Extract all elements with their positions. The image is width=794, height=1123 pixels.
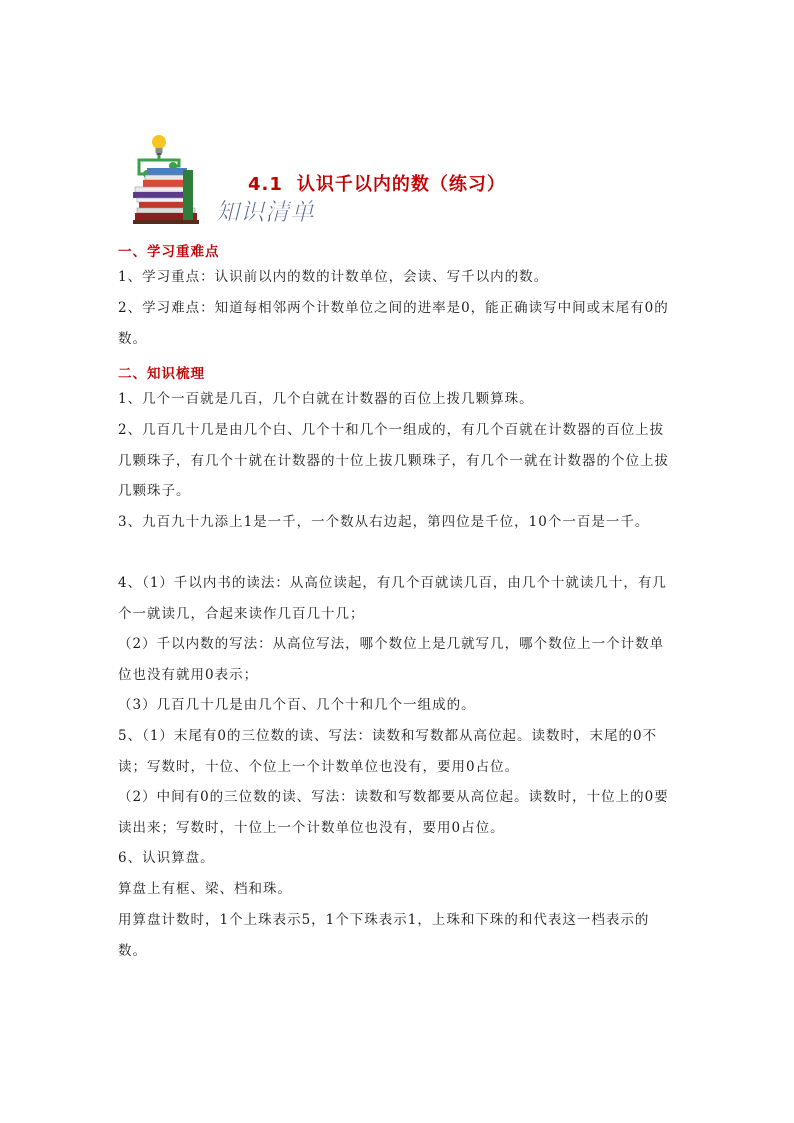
paragraph: 6、认识算盘。 [118, 850, 215, 866]
paragraph: （2）千以内数的写法：从高位写法，哪个数位上是几就写几，哪个数位上一个计数单位也没有就用0表示； [118, 636, 665, 683]
section-heading-key-points: 一、学习重难点 [118, 244, 220, 260]
paragraph: 1、几个一百就是几百，几个白就在计数器的百位上拨几颗算珠。 [118, 391, 534, 407]
paragraph: （3）几百几十几是由几个百、几个十和几个一组成的。 [118, 697, 476, 713]
paragraph: 4、（1）千以内书的读法：从高位读起，有几个百就读几百，由几个十就读几十，有几个一就读几，合起来读作几百几十几； [118, 575, 667, 622]
paragraph: （2）中间有0的三位数的读、写法：读数和写数都要从高位起。读数时，十位上的0要读出来；写数时，十位上一个计数单位也没有，要用0占位。 [118, 789, 669, 836]
paragraph: 2、学习难点：知道每相邻两个计数单位之间的进率是0，能正确读写中间或末尾有0的数。 [118, 300, 669, 347]
paragraph: 5、（1）末尾有0的三位数的读、写法：读数和写数都从高位起。读数时，末尾的0不读；写数时，十位、个位上一个计数单位也没有，要用0占位。 [118, 728, 658, 775]
book-stack-icon [133, 168, 199, 224]
title-text: 认识千以内的数（练习） [296, 174, 506, 195]
paragraph: 1、学习重点：认识前以内的数的计数单位，会读、写千以内的数。 [118, 269, 549, 285]
lightbulb-icon [152, 135, 166, 155]
title-number: 4.1 [248, 174, 283, 195]
page-title [248, 170, 506, 196]
knowledge-list-label: 知识清单 [215, 198, 315, 226]
section-heading-knowledge-review: 二、知识梳理 [118, 366, 205, 382]
paragraph: 算盘上有框、梁、档和珠。 [118, 881, 292, 897]
paragraph: 用算盘计数时，1个上珠表示5，1个下珠表示1，上珠和下珠的和代表这一档表示的数。 [118, 912, 650, 959]
paragraph: 3、九百九十九添上1是一千，一个数从右边起，第四位是千位，10个一百是一千。 [118, 514, 650, 530]
paragraph: 2、几百几十几是由几个白、几个十和几个一组成的，有几个百就在计数器的百位上拔几颗珠子，有几个十就在计数器的十位上拔几颗珠子，有几个一就在计数器的个位上拔几颗珠子。 [118, 422, 669, 499]
